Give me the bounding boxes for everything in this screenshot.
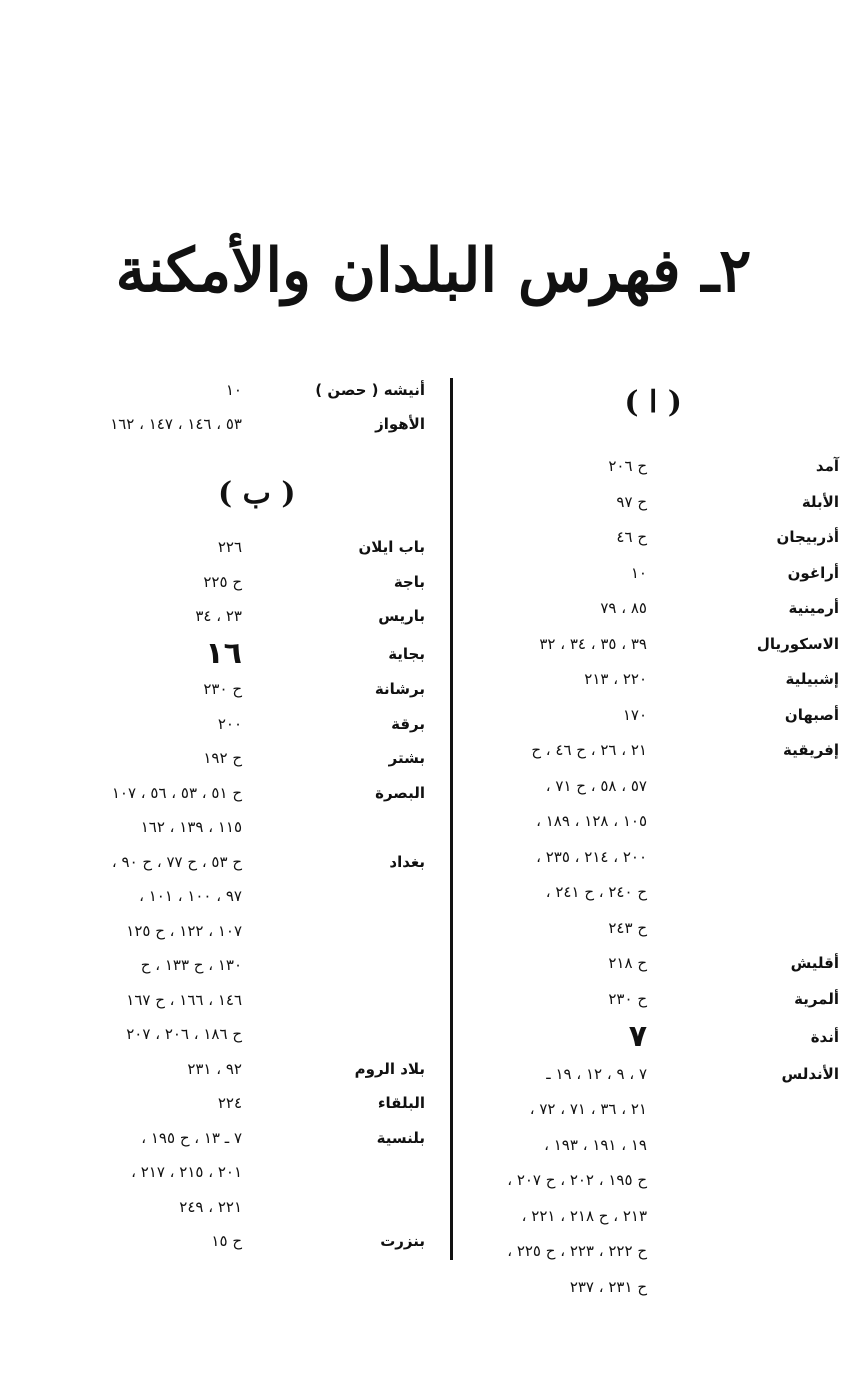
index-entry (0, 952, 867, 978)
place-name: أنيشه ( حصن ) (315, 381, 425, 399)
page-references: ٧ (628, 1019, 647, 1054)
page-references: ح ٢٤٣ (608, 918, 647, 937)
place-name: أراغون (787, 563, 839, 582)
index-entry (0, 1159, 867, 1185)
place-name: باب ايلان (358, 538, 425, 556)
page-references: ٨٥ ، ٧٩ (600, 599, 647, 617)
index-entry (0, 711, 867, 737)
page-references: ٩٢ ، ٢٣١ (187, 1059, 242, 1078)
page-references: ٥٧ ، ٥٨ ، ح ٧١ ، (545, 776, 647, 795)
place-name: باجة (393, 572, 425, 591)
place-name: الأبلة (801, 492, 839, 511)
page-references: ٢١٣ ، ح ٢١٨ ، ٢٢١ ، (521, 1206, 647, 1225)
place-name: برشانة (374, 680, 425, 698)
page-references: ٥٣ ، ١٤٦ ، ١٤٧ ، ١٦٢ (110, 415, 242, 433)
index-entry (0, 603, 867, 629)
index-entry (0, 814, 867, 840)
place-name: بنزرت (380, 1232, 425, 1250)
page-references: ١٠٧ ، ١٢٢ ، ح ١٢٥ (126, 921, 242, 940)
index-entry (0, 918, 867, 944)
place-name: أصبهان (784, 705, 839, 724)
page-references: ٢٢٦ (217, 538, 242, 556)
page-references: ١٦ (205, 635, 242, 671)
place-name: باريس (378, 607, 425, 625)
place-name: أندة (810, 1028, 839, 1046)
page-references: ح ٢٢٢ ، ٢٢٣ ، ح ٢٢٥ ، (507, 1242, 647, 1260)
page-references: ٢٢١ ، ٢٤٩ (179, 1197, 242, 1216)
page-references: ح ٢٤٠ ، ح ٢٤١ ، (545, 883, 647, 901)
place-name: أرمينية (788, 599, 839, 617)
page-references: ح ١٥ (211, 1232, 242, 1250)
index-entry (0, 534, 867, 560)
page-references: ح ٢٣٠ (203, 680, 242, 698)
index-entry (0, 1125, 867, 1151)
page-references: ٢٠٠ ، ٢١٤ ، ٢٣٥ ، (536, 847, 647, 866)
page-references: ح ١٩٢ (203, 749, 242, 767)
page-references: ١١٥ ، ١٣٩ ، ١٦٢ (140, 818, 242, 836)
page-references: ١٠٥ ، ١٢٨ ، ١٨٩ ، (536, 812, 647, 830)
index-entry (0, 883, 867, 909)
index-entry (0, 411, 867, 437)
page-references: ٧ ـ ١٣ ، ح ١٩٥ ، (141, 1128, 242, 1147)
place-name: الاسكوريال (756, 634, 839, 653)
section-heading-ba: ( ب ) (218, 476, 296, 511)
page-references: ح ١٨٦ ، ٢٠٦ ، ٢٠٧ (126, 1025, 242, 1043)
page-references: ١٩ ، ١٩١ ، ١٩٣ ، (544, 1135, 647, 1154)
place-name: إشبيلية (785, 670, 839, 688)
page-references: ٢١ ، ٢٦ ، ح ٤٦ ، ح (531, 741, 647, 759)
page-references: ح ٢١٨ (608, 954, 647, 972)
page-references: ٢٠٠ (217, 714, 242, 733)
page-references: ٩٧ ، ١٠٠ ، ١٠١ ، (139, 887, 242, 905)
page-references: ١٤٦ ، ١٦٦ ، ح ١٦٧ (126, 990, 242, 1009)
index-entry (0, 745, 867, 771)
page-references: ح ٥١ ، ٥٣ ، ٥٦ ، ١٠٧ (111, 783, 242, 802)
place-name: بجاية (388, 644, 425, 663)
page-references: ح ٤٦ (616, 528, 647, 546)
index-entry (0, 676, 867, 702)
page-references: ٢٠١ ، ٢١٥ ، ٢١٧ ، (131, 1163, 242, 1181)
page-references: ح ٢٣٠ (608, 989, 647, 1008)
place-name: أقليش (790, 954, 839, 972)
page-references: ٢٢٤ (217, 1094, 242, 1112)
page-references: ٢١ ، ٣٦ ، ٧١ ، ٧٢ ، (529, 1100, 647, 1118)
index-entry (0, 1056, 867, 1082)
page-title: ٢ـ فهرس البلدان والأمكنة (115, 236, 752, 306)
page-references: ح ٢٠٦ (608, 457, 647, 475)
page-references: ح ١٩٥ ، ٢٠٢ ، ح ٢٠٧ ، (507, 1171, 647, 1189)
page-references: ح ٥٣ ، ح ٧٧ ، ح ٩٠ ، (111, 852, 242, 871)
page-references: ١٠ (630, 563, 647, 582)
page-references: ح ٩٧ (616, 492, 647, 511)
place-name: ألمرية (794, 989, 839, 1008)
index-entry (0, 569, 867, 595)
page-references: ١٣٠ ، ح ١٣٣ ، ح (140, 956, 242, 974)
place-name: أذربيجان (776, 528, 839, 546)
place-name: بغداد (389, 852, 425, 871)
place-name: البلقاء (377, 1094, 425, 1112)
page-references: ح ٢٢٥ (203, 572, 242, 591)
index-entry (0, 1194, 867, 1220)
index-entry (0, 1090, 867, 1116)
place-name: بلنسية (376, 1128, 425, 1147)
place-name: آمد (815, 457, 839, 475)
index-entry (0, 987, 867, 1013)
index-entry (0, 849, 867, 875)
index-entry (0, 377, 867, 403)
place-name: إفريقية (783, 741, 839, 759)
place-name: بلاد الروم (354, 1059, 425, 1078)
place-name: برقة (391, 714, 425, 733)
place-name: الأهواز (375, 415, 425, 433)
place-name: البصرة (375, 783, 425, 802)
index-entry (0, 1228, 867, 1254)
index-entry (0, 780, 867, 806)
page-references: ٢٣ ، ٣٤ (195, 607, 242, 625)
place-name: الأندلس (781, 1064, 839, 1083)
index-entry (0, 1021, 867, 1047)
section-heading-alif: ( ا ) (624, 385, 682, 420)
page-references: ح ٢٣١ ، ٢٣٧ (569, 1277, 647, 1296)
page-references: ١٧٠ (622, 705, 647, 724)
place-name: بشتر (388, 749, 425, 767)
page-references: ٢٢٠ ، ٢١٣ (584, 670, 647, 688)
page-references: ١٠ (225, 381, 242, 399)
page-references: ٧ ، ٩ ، ١٢ ، ١٩ ـ (546, 1064, 647, 1083)
page-references: ٣٩ ، ٣٥ ، ٣٤ ، ٣٢ (539, 634, 647, 653)
index-entry (0, 635, 867, 671)
